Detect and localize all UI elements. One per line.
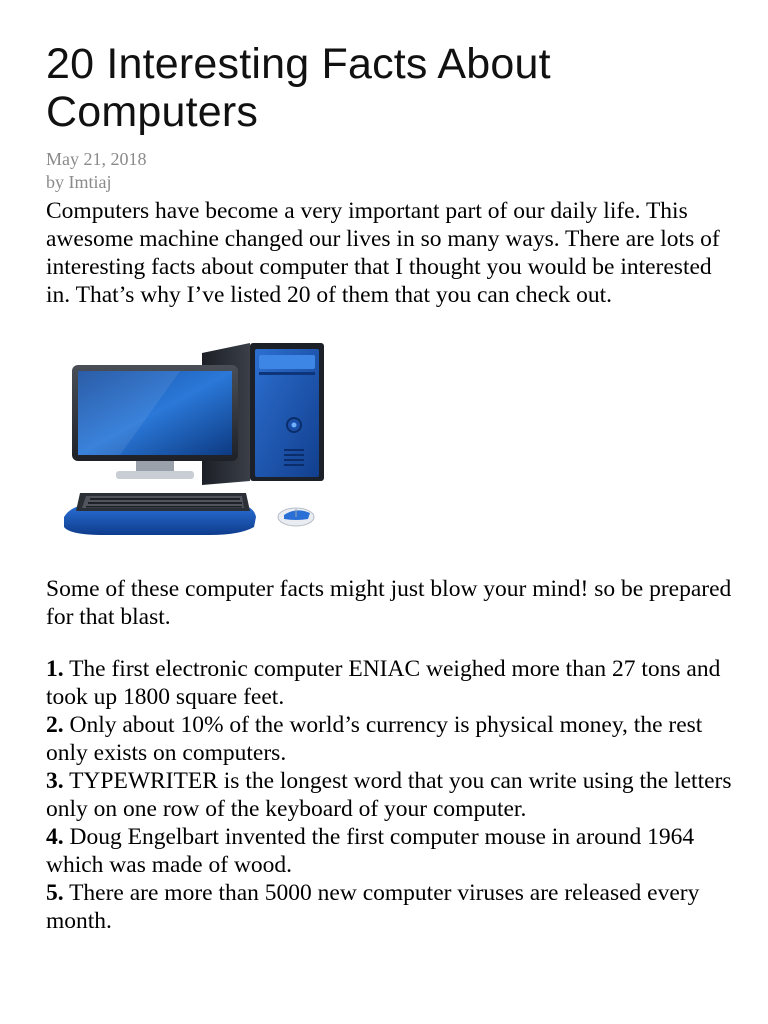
facts-list bbox=[46, 655, 736, 935]
fact-item bbox=[46, 823, 736, 879]
lead-paragraph: Some of these computer facts might just blow your mind! so be prepared for that blast. bbox=[46, 576, 732, 630]
fact-item bbox=[46, 655, 736, 711]
fact-item bbox=[46, 711, 736, 767]
publish-date: May 21, 2018 bbox=[46, 149, 147, 169]
fact-number: 2. bbox=[46, 712, 64, 738]
fact-number: 5. bbox=[46, 880, 64, 906]
fact-number: 3. bbox=[46, 768, 64, 794]
fact-text: TYPEWRITER is the longest word that you can write using the letters only on one row of the keyboard of your computer. bbox=[46, 768, 732, 822]
article bbox=[46, 40, 736, 959]
fact-item bbox=[46, 879, 736, 935]
desktop-computer-image bbox=[60, 341, 330, 545]
fact-text: The first electronic computer ENIAC weighed more than 27 tons and took up 1800 square feet. bbox=[46, 656, 721, 710]
intro-paragraph: Computers have become a very important part of our daily life. This awesome machine changed our lives in so many ways. There are lots of interesting facts about computer that I thought you would be interested in. That’s why I’ve listed 20 of them that you can check out. bbox=[46, 198, 720, 308]
fact-number: 4. bbox=[46, 824, 64, 850]
article-meta bbox=[46, 148, 736, 194]
fact-text: Doug Engelbart invented the first computer mouse in around 1964 which was made of wood. bbox=[46, 824, 695, 878]
fact-text: Only about 10% of the world’s currency is physical money, the rest only exists on computers. bbox=[46, 712, 703, 766]
fact-item bbox=[46, 767, 736, 823]
article-title: 20 Interesting Facts About Computers bbox=[46, 40, 551, 136]
fact-number: 1. bbox=[46, 656, 64, 682]
byline: by Imtiaj bbox=[46, 172, 112, 192]
fact-text: There are more than 5000 new computer viruses are released every month. bbox=[46, 880, 700, 934]
